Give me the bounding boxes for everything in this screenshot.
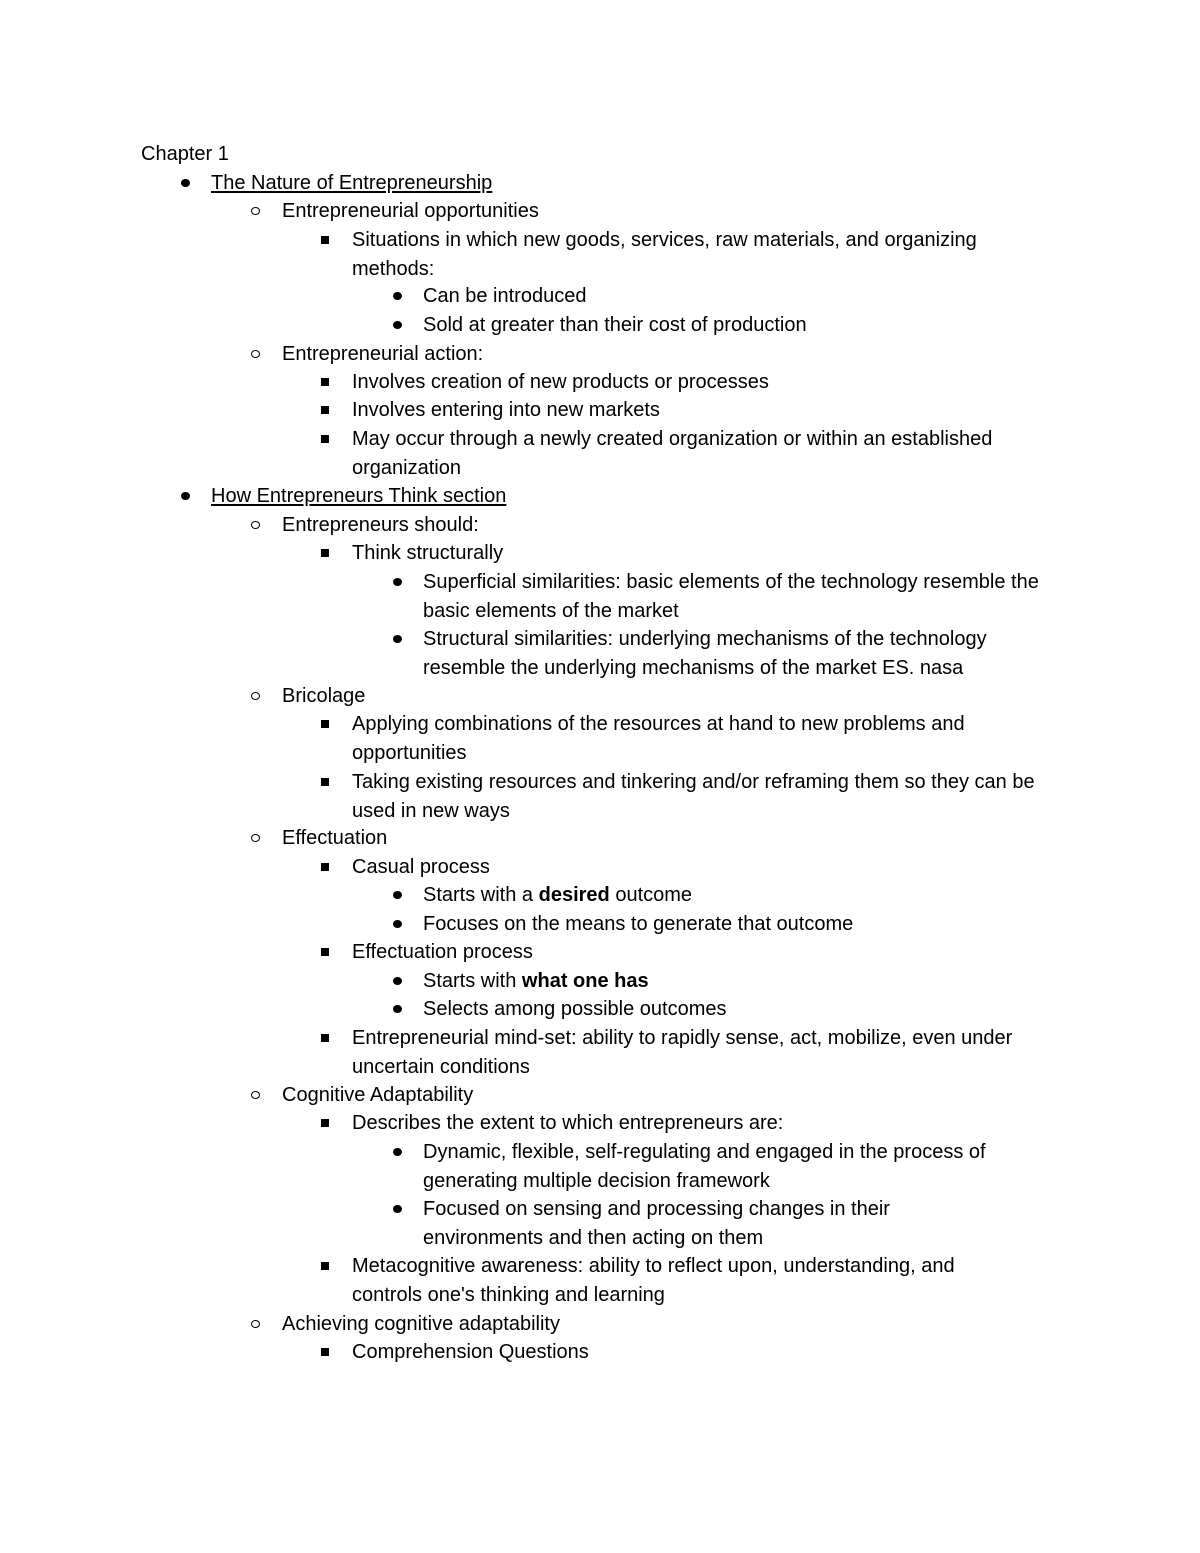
list-item [352, 853, 1062, 882]
list-item [423, 910, 1063, 939]
list-item-text: Entrepreneurial opportunities [282, 200, 539, 222]
list-item-text: May occur through a newly created organization or within an established organization [352, 428, 993, 479]
bullet-circle-icon [247, 511, 267, 540]
bullet-circle-icon [247, 824, 267, 853]
list-item [423, 967, 1063, 996]
bullet-square-icon [317, 396, 337, 425]
list-item [423, 282, 1063, 311]
list-item-text: Entrepreneurial mind-set: ability to rapidly sense, act, mobilize, even under uncertain conditions [352, 1027, 1013, 1078]
bullet-circle-icon [247, 1081, 267, 1110]
list-item [423, 625, 1043, 682]
list-item-text: Starts with what one has [423, 970, 649, 992]
list-item [282, 824, 1072, 853]
list-item [423, 881, 1063, 910]
bullet-disc-icon [388, 881, 408, 910]
list-item-text: Sold at greater than their cost of production [423, 314, 807, 336]
list-item [423, 568, 1063, 625]
bullet-circle-icon [247, 340, 267, 369]
bullet-square-icon [317, 710, 337, 739]
section-heading: How Entrepreneurs Think section [211, 485, 507, 507]
section-heading: The Nature of Entrepreneurship [211, 172, 493, 194]
list-item [211, 169, 1071, 198]
list-item [352, 768, 1068, 825]
bullet-square-icon [317, 1338, 337, 1367]
list-item [282, 1310, 1072, 1339]
bullet-square-icon [317, 368, 337, 397]
list-item [352, 539, 1062, 568]
list-item-text: Entrepreneurial action: [282, 343, 484, 365]
list-item [282, 682, 1072, 711]
list-item-text: Effectuation process [352, 941, 533, 963]
bullet-disc-icon [388, 282, 408, 311]
list-item-text: Think structurally [352, 542, 504, 564]
list-item-text: Applying combinations of the resources at hand to new problems and opportunities [352, 713, 965, 764]
list-item-text: Focused on sensing and processing changes in their environments and then acting on them [423, 1198, 890, 1249]
bullet-square-icon [317, 768, 337, 797]
list-item-text: Effectuation [282, 827, 388, 849]
bullet-disc-icon [388, 967, 408, 996]
bullet-disc-icon [388, 1195, 408, 1224]
list-item [352, 396, 1062, 425]
list-item-text: Can be introduced [423, 285, 587, 307]
list-item-text: Involves creation of new products or processes [352, 371, 769, 393]
list-item-text: Bricolage [282, 685, 366, 707]
list-item [352, 1024, 1017, 1081]
bullet-disc-icon [388, 568, 408, 597]
bullet-disc-icon [388, 311, 408, 340]
list-item-text: Dynamic, flexible, self-regulating and engaged in the process of generating multiple decision framework [423, 1141, 986, 1192]
list-item [352, 368, 1062, 397]
bullet-square-icon [317, 425, 337, 454]
bold-emphasis: what one has [521, 970, 649, 992]
list-item-text: Structural similarities: underlying mechanisms of the technology resemble the underlying mechanisms of the market ES. nasa [423, 628, 987, 679]
page-title: Chapter 1 [141, 143, 229, 165]
list-item [352, 1338, 1062, 1367]
bold-emphasis: desired [538, 884, 610, 906]
list-item-text: Situations in which new goods, services, raw materials, and organizing methods: [352, 229, 977, 280]
bullet-disc-icon [176, 169, 196, 198]
list-item-text: Selects among possible outcomes [423, 998, 727, 1020]
bullet-square-icon [317, 853, 337, 882]
list-item-text: Casual process [352, 856, 490, 878]
list-item [423, 995, 1063, 1024]
list-item-text: Superficial similarities: basic elements of the technology resemble the basic elements of the market [423, 571, 1039, 622]
list-item-text: Starts with a desired outcome [423, 884, 693, 906]
bullet-square-icon [317, 938, 337, 967]
list-item [352, 710, 1022, 767]
list-item [282, 511, 1072, 540]
list-item-text: Involves entering into new markets [352, 399, 660, 421]
list-item-text: Metacognitive awareness: ability to reflect upon, understanding, and controls one's thinking and learning [352, 1255, 955, 1306]
bullet-square-icon [317, 539, 337, 568]
list-item [352, 226, 1042, 283]
list-item-text: Achieving cognitive adaptability [282, 1313, 560, 1335]
bullet-circle-icon [247, 197, 267, 226]
list-item [352, 1109, 1062, 1138]
list-item [211, 482, 1071, 511]
list-item [352, 938, 1062, 967]
bullet-square-icon [317, 1252, 337, 1281]
list-item-text: Cognitive Adaptability [282, 1084, 474, 1106]
list-item-text: Focuses on the means to generate that outcome [423, 913, 854, 935]
list-item-text: Taking existing resources and tinkering and/or reframing them so they can be used in new ways [352, 771, 1035, 822]
list-item [282, 197, 1072, 226]
list-item [282, 340, 1072, 369]
bullet-circle-icon [247, 1310, 267, 1339]
list-item [352, 1252, 1020, 1309]
bullet-disc-icon [176, 482, 196, 511]
list-item-text: Entrepreneurs should: [282, 514, 479, 536]
bullet-circle-icon [247, 682, 267, 711]
list-item-text: Comprehension Questions [352, 1341, 589, 1363]
list-item [282, 1081, 1072, 1110]
list-item [423, 1138, 1043, 1195]
bullet-square-icon [317, 1024, 337, 1053]
list-item-text: Describes the extent to which entrepreneurs are: [352, 1112, 784, 1134]
bullet-disc-icon [388, 625, 408, 654]
list-item [352, 425, 1052, 482]
bullet-disc-icon [388, 910, 408, 939]
list-item [423, 1195, 983, 1252]
list-item [423, 311, 1063, 340]
bullet-square-icon [317, 226, 337, 255]
bullet-square-icon [317, 1109, 337, 1138]
bullet-disc-icon [388, 995, 408, 1024]
bullet-disc-icon [388, 1138, 408, 1167]
